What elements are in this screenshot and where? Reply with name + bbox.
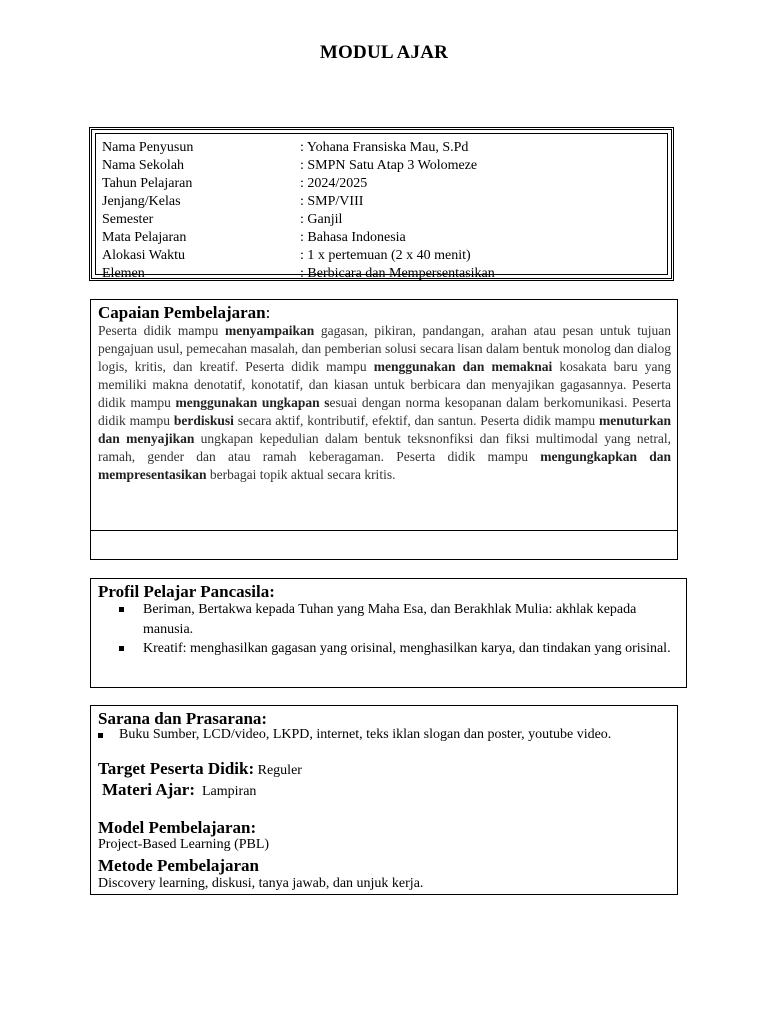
capaian-paragraph <box>98 322 671 484</box>
list-item <box>119 600 679 639</box>
sarana-heading: Sarana dan Prasarana: <box>98 709 268 728</box>
materi-ajar <box>102 779 256 800</box>
capaian-text: ungkapan kepedulian dalam bentuk teksnonfiksi dan fiksi multimodal yang netral, ramah, gender dan atau ramah keberagaman. Peserta didik mampu <box>98 431 671 464</box>
profil-pelajar-pancasila-section <box>90 578 687 688</box>
identity-label: Nama Sekolah <box>102 158 185 173</box>
target-value: Reguler <box>254 763 302 778</box>
identity-value: : Yohana Fransiska Mau, S.Pd <box>300 140 469 155</box>
capaian-divider <box>91 530 677 531</box>
capaian-keyword: menuturkan dan menyajikan <box>98 413 671 446</box>
identity-label: Nama Penyusun <box>102 140 194 155</box>
capaian-heading-text: Capaian Pembelajaran <box>98 303 266 322</box>
profil-item-text: Kreatif: menghasilkan gagasan yang orisinal, menghasilkan karya, dan tindakan yang orisinal. <box>143 641 671 656</box>
model-heading: Model Pembelajaran: <box>98 818 257 837</box>
target-label: Target Peserta Didik: <box>98 759 255 778</box>
capaian-heading <box>98 303 270 323</box>
identity-label: Tahun Pelajaran <box>102 176 193 191</box>
capaian-keyword: mengungkapkan dan mempresentasikan <box>98 449 671 482</box>
square-bullet-icon <box>119 646 124 651</box>
capaian-text: Peserta didik mampu <box>98 323 225 338</box>
page-title: MODUL AJAR <box>319 42 449 63</box>
identity-label: Jenjang/Kelas <box>102 194 181 209</box>
capaian-text: kosakata baru yang memiliki makna denotatif, konotatif, dan kiasan untuk berbicara dan menyajikan gagasannya. Peserta didik mampu <box>98 359 671 410</box>
identity-label: Elemen <box>102 266 145 281</box>
profil-heading: Profil Pelajar Pancasila: <box>98 582 275 601</box>
identity-value: : SMP/VIII <box>300 194 364 209</box>
sarana-prasarana-section <box>90 705 678 895</box>
capaian-keyword: menggunakan dan memaknai <box>373 359 553 374</box>
identity-label: Semester <box>102 212 154 227</box>
capaian-text: secara aktif, kontributif, efektif, dan santun. Peserta didik mampu <box>233 413 599 428</box>
identity-value: : 1 x pertemuan (2 x 40 menit) <box>300 248 471 263</box>
capaian-keyword: berdiskusi <box>173 413 234 428</box>
profil-item-text: Beriman, Bertakwa kepada Tuhan yang Maha Esa, dan Berakhlak Mulia: akhlak kepada manusia. <box>143 602 637 637</box>
capaian-pembelajaran-section <box>90 299 678 560</box>
profil-list <box>119 600 679 659</box>
capaian-text: gagasan, pikiran, pandangan, arahan atau pesan untuk tujuan pengajuan usul, pemecahan masalah, dan pemberian solusi secara lisan dalam bentuk monolog dan dialog logis, kritis, dan kreatif. Peserta didik mampu <box>98 323 671 374</box>
model-value: Project-Based Learning (PBL) <box>98 837 270 852</box>
metode-value: Discovery learning, diskusi, tanya jawab, dan unjuk kerja. <box>98 876 424 891</box>
sarana-item: Buku Sumber, LCD/video, LKPD, internet, teks iklan slogan dan poster, youtube video. <box>119 727 612 742</box>
capaian-heading-colon: : <box>265 303 271 322</box>
list-item <box>119 639 679 659</box>
identity-value: : Berbicara dan Mempersentasikan <box>300 266 495 281</box>
metode-heading: Metode Pembelajaran <box>98 856 259 875</box>
target-peserta-didik <box>98 758 302 779</box>
capaian-text: esuai dengan norma kesopanan dalam berkomunikasi. Peserta didik mampu <box>98 395 672 428</box>
capaian-text: berbagai topik aktual secara kritis. <box>206 467 396 482</box>
materi-label: Materi Ajar: <box>102 780 195 799</box>
square-bullet-icon <box>98 733 103 738</box>
identity-value: : SMPN Satu Atap 3 Wolomeze <box>300 158 478 173</box>
identity-table <box>89 127 674 281</box>
identity-value: : Bahasa Indonesia <box>300 230 406 245</box>
identity-value: : 2024/2025 <box>300 176 368 191</box>
identity-label: Mata Pelajaran <box>102 230 187 245</box>
square-bullet-icon <box>119 607 124 612</box>
identity-label: Alokasi Waktu <box>102 248 185 263</box>
identity-value: : Ganjil <box>300 212 343 227</box>
identity-table-inner <box>95 133 668 281</box>
materi-value: Lampiran <box>194 784 257 799</box>
capaian-keyword: menggunakan ungkapan s <box>175 395 330 410</box>
capaian-keyword: menyampaikan <box>225 323 315 338</box>
